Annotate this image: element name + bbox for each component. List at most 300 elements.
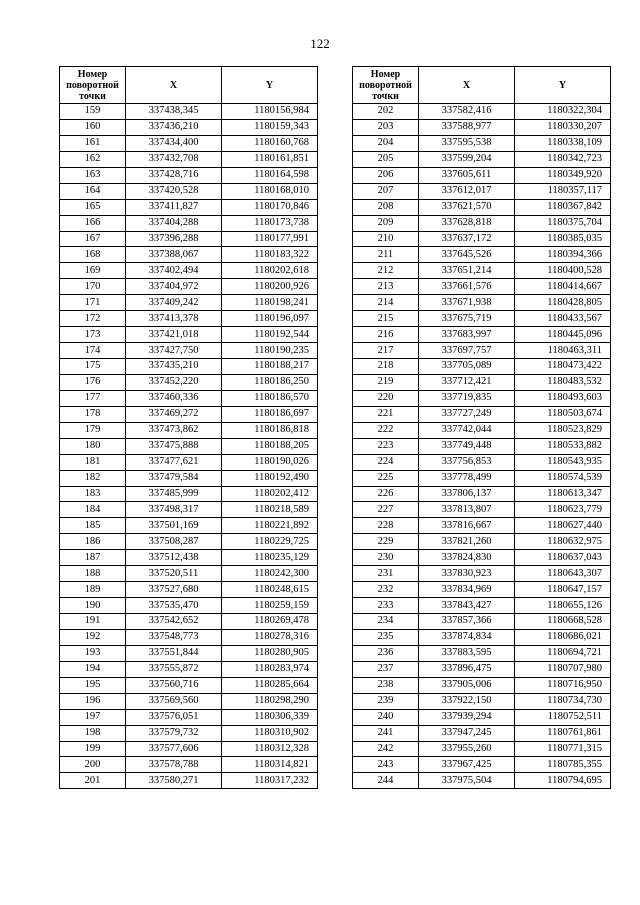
cell-point-number: 196 (60, 693, 126, 709)
cell-x: 337479,584 (126, 470, 222, 486)
table-row (353, 359, 611, 375)
cell-y: 1180198,241 (222, 295, 318, 311)
cell-y: 1180285,664 (222, 677, 318, 693)
cell-point-number: 165 (60, 199, 126, 215)
cell-y: 1180400,528 (515, 263, 611, 279)
cell-x: 337756,853 (419, 454, 515, 470)
cell-y: 1180164,598 (222, 167, 318, 183)
cell-point-number: 163 (60, 167, 126, 183)
cell-point-number: 234 (353, 614, 419, 630)
table-row (353, 661, 611, 677)
cell-point-number: 244 (353, 773, 419, 789)
cell-y: 1180190,026 (222, 454, 318, 470)
cell-x: 337749,448 (419, 438, 515, 454)
cell-y: 1180192,544 (222, 327, 318, 343)
cell-point-number: 169 (60, 263, 126, 279)
cell-y: 1180668,528 (515, 614, 611, 630)
cell-x: 337813,807 (419, 502, 515, 518)
cell-y: 1180188,205 (222, 438, 318, 454)
cell-point-number: 185 (60, 518, 126, 534)
cell-y: 1180375,704 (515, 215, 611, 231)
table-row (60, 645, 318, 661)
cell-y: 1180161,851 (222, 151, 318, 167)
cell-point-number: 218 (353, 359, 419, 375)
table-row (60, 295, 318, 311)
cell-x: 337621,570 (419, 199, 515, 215)
header-y: Y (222, 67, 318, 104)
cell-point-number: 174 (60, 343, 126, 359)
cell-x: 337577,606 (126, 741, 222, 757)
cell-point-number: 183 (60, 486, 126, 502)
cell-point-number: 159 (60, 104, 126, 120)
cell-y: 1180637,043 (515, 550, 611, 566)
table-row (353, 247, 611, 263)
table-row (60, 247, 318, 263)
table-row (353, 343, 611, 359)
table-row (60, 725, 318, 741)
cell-point-number: 208 (353, 199, 419, 215)
cell-x: 337520,511 (126, 566, 222, 582)
cell-point-number: 176 (60, 374, 126, 390)
cell-x: 337498,317 (126, 502, 222, 518)
cell-x: 337432,708 (126, 151, 222, 167)
table-row (353, 693, 611, 709)
cell-point-number: 179 (60, 422, 126, 438)
cell-point-number: 187 (60, 550, 126, 566)
table-row (353, 534, 611, 550)
cell-y: 1180229,725 (222, 534, 318, 550)
cell-point-number: 161 (60, 135, 126, 151)
cell-y: 1180357,117 (515, 183, 611, 199)
cell-y: 1180433,567 (515, 311, 611, 327)
cell-x: 337388,067 (126, 247, 222, 263)
cell-x: 337939,294 (419, 709, 515, 725)
table-row (60, 614, 318, 630)
cell-point-number: 212 (353, 263, 419, 279)
cell-x: 337508,287 (126, 534, 222, 550)
cell-y: 1180771,315 (515, 741, 611, 757)
cell-y: 1180445,096 (515, 327, 611, 343)
cell-x: 337485,999 (126, 486, 222, 502)
table-row (60, 327, 318, 343)
cell-x: 337404,288 (126, 215, 222, 231)
cell-x: 337830,923 (419, 566, 515, 582)
cell-point-number: 219 (353, 374, 419, 390)
cell-y: 1180686,021 (515, 629, 611, 645)
cell-y: 1180394,366 (515, 247, 611, 263)
cell-point-number: 166 (60, 215, 126, 231)
table-row (353, 295, 611, 311)
cell-x: 337409,242 (126, 295, 222, 311)
cell-point-number: 197 (60, 709, 126, 725)
cell-y: 1180314,821 (222, 757, 318, 773)
table-row (60, 390, 318, 406)
table-row (353, 263, 611, 279)
cell-y: 1180752,511 (515, 709, 611, 725)
cell-point-number: 217 (353, 343, 419, 359)
cell-point-number: 188 (60, 566, 126, 582)
cell-x: 337404,972 (126, 279, 222, 295)
cell-point-number: 242 (353, 741, 419, 757)
cell-point-number: 164 (60, 183, 126, 199)
cell-y: 1180160,768 (222, 135, 318, 151)
cell-point-number: 207 (353, 183, 419, 199)
cell-point-number: 198 (60, 725, 126, 741)
cell-point-number: 182 (60, 470, 126, 486)
cell-x: 337555,872 (126, 661, 222, 677)
cell-point-number: 194 (60, 661, 126, 677)
cell-x: 337671,938 (419, 295, 515, 311)
table-row (60, 311, 318, 327)
cell-x: 337719,835 (419, 390, 515, 406)
cell-x: 337579,732 (126, 725, 222, 741)
cell-point-number: 241 (353, 725, 419, 741)
header-y: Y (515, 67, 611, 104)
table-row (353, 422, 611, 438)
cell-y: 1180156,984 (222, 104, 318, 120)
cell-y: 1180643,307 (515, 566, 611, 582)
cell-x: 337727,249 (419, 406, 515, 422)
cell-x: 337527,680 (126, 582, 222, 598)
table-row (60, 167, 318, 183)
cell-x: 337834,969 (419, 582, 515, 598)
table-row (60, 215, 318, 231)
cell-y: 1180186,250 (222, 374, 318, 390)
cell-x: 337874,834 (419, 629, 515, 645)
table-row (60, 550, 318, 566)
cell-y: 1180707,980 (515, 661, 611, 677)
table-row (60, 566, 318, 582)
table-row (353, 582, 611, 598)
cell-x: 337778,499 (419, 470, 515, 486)
cell-x: 337460,336 (126, 390, 222, 406)
cell-x: 337697,757 (419, 343, 515, 359)
cell-y: 1180168,010 (222, 183, 318, 199)
cell-x: 337582,416 (419, 104, 515, 120)
cell-y: 1180188,217 (222, 359, 318, 375)
table-row (353, 629, 611, 645)
cell-y: 1180342,723 (515, 151, 611, 167)
table-header-row (60, 67, 318, 104)
cell-y: 1180428,805 (515, 295, 611, 311)
cell-point-number: 237 (353, 661, 419, 677)
cell-y: 1180298,290 (222, 693, 318, 709)
cell-y: 1180367,842 (515, 199, 611, 215)
cell-point-number: 210 (353, 231, 419, 247)
table-row (353, 757, 611, 773)
cell-point-number: 167 (60, 231, 126, 247)
table-row (60, 677, 318, 693)
table-row (353, 231, 611, 247)
cell-point-number: 209 (353, 215, 419, 231)
table-row (353, 151, 611, 167)
cell-x: 337816,667 (419, 518, 515, 534)
table-row (60, 757, 318, 773)
cell-point-number: 193 (60, 645, 126, 661)
table-row (60, 422, 318, 438)
cell-point-number: 215 (353, 311, 419, 327)
cell-y: 1180503,674 (515, 406, 611, 422)
cell-x: 337421,018 (126, 327, 222, 343)
cell-y: 1180493,603 (515, 390, 611, 406)
cell-y: 1180312,328 (222, 741, 318, 757)
cell-y: 1180186,818 (222, 422, 318, 438)
table-row (60, 199, 318, 215)
cell-x: 337402,494 (126, 263, 222, 279)
table-row (60, 343, 318, 359)
cell-y: 1180761,861 (515, 725, 611, 741)
cell-x: 337427,750 (126, 343, 222, 359)
cell-y: 1180349,920 (515, 167, 611, 183)
cell-x: 337569,560 (126, 693, 222, 709)
cell-y: 1180647,157 (515, 582, 611, 598)
cell-point-number: 170 (60, 279, 126, 295)
cell-x: 337576,051 (126, 709, 222, 725)
cell-y: 1180414,667 (515, 279, 611, 295)
cell-point-number: 192 (60, 629, 126, 645)
cell-point-number: 239 (353, 693, 419, 709)
cell-y: 1180463,311 (515, 343, 611, 359)
cell-x: 337612,017 (419, 183, 515, 199)
header-x: X (126, 67, 222, 104)
table-row (353, 438, 611, 454)
cell-y: 1180734,730 (515, 693, 611, 709)
cell-x: 337542,652 (126, 614, 222, 630)
page-number: 122 (310, 36, 330, 51)
cell-x: 337436,210 (126, 119, 222, 135)
cell-point-number: 231 (353, 566, 419, 582)
table-row (353, 199, 611, 215)
cell-y: 1180202,618 (222, 263, 318, 279)
cell-point-number: 220 (353, 390, 419, 406)
cell-x: 337947,245 (419, 725, 515, 741)
table-row (353, 773, 611, 789)
cell-x: 337705,089 (419, 359, 515, 375)
table-row (353, 566, 611, 582)
cell-y: 1180613,347 (515, 486, 611, 502)
cell-x: 337477,621 (126, 454, 222, 470)
cell-x: 337473,862 (126, 422, 222, 438)
cell-y: 1180574,539 (515, 470, 611, 486)
cell-point-number: 171 (60, 295, 126, 311)
table-row (353, 486, 611, 502)
cell-x: 337628,818 (419, 215, 515, 231)
cell-x: 337588,977 (419, 119, 515, 135)
table-row (60, 598, 318, 614)
cell-y: 1180533,882 (515, 438, 611, 454)
table-row (353, 311, 611, 327)
table-row (60, 359, 318, 375)
cell-x: 337595,538 (419, 135, 515, 151)
cell-y: 1180248,615 (222, 582, 318, 598)
cell-y: 1180221,892 (222, 518, 318, 534)
cell-point-number: 172 (60, 311, 126, 327)
cell-x: 337535,470 (126, 598, 222, 614)
cell-y: 1180283,974 (222, 661, 318, 677)
table-row (353, 183, 611, 199)
cell-point-number: 205 (353, 151, 419, 167)
table-row (60, 629, 318, 645)
cell-point-number: 222 (353, 422, 419, 438)
cell-point-number: 181 (60, 454, 126, 470)
cell-point-number: 189 (60, 582, 126, 598)
table-row (353, 279, 611, 295)
table-row (353, 454, 611, 470)
cell-y: 1180473,422 (515, 359, 611, 375)
cell-y: 1180242,300 (222, 566, 318, 582)
cell-point-number: 206 (353, 167, 419, 183)
cell-x: 337512,438 (126, 550, 222, 566)
cell-y: 1180794,695 (515, 773, 611, 789)
table-row (60, 151, 318, 167)
cell-y: 1180183,322 (222, 247, 318, 263)
cell-point-number: 202 (353, 104, 419, 120)
cell-point-number: 160 (60, 119, 126, 135)
table-row (60, 438, 318, 454)
table-row (60, 183, 318, 199)
cell-x: 337413,378 (126, 311, 222, 327)
header-x: X (419, 67, 515, 104)
cell-point-number: 200 (60, 757, 126, 773)
cell-x: 337452,220 (126, 374, 222, 390)
cell-point-number: 229 (353, 534, 419, 550)
cell-y: 1180716,950 (515, 677, 611, 693)
cell-point-number: 201 (60, 773, 126, 789)
cell-y: 1180623,779 (515, 502, 611, 518)
header-point-number: Номер поворотной точки (353, 67, 419, 104)
table-row (353, 614, 611, 630)
cell-x: 337967,425 (419, 757, 515, 773)
table-row (60, 470, 318, 486)
cell-point-number: 238 (353, 677, 419, 693)
table-row (60, 773, 318, 789)
cell-x: 337411,827 (126, 199, 222, 215)
cell-y: 1180202,412 (222, 486, 318, 502)
cell-y: 1180627,440 (515, 518, 611, 534)
cell-x: 337428,716 (126, 167, 222, 183)
cell-x: 337661,576 (419, 279, 515, 295)
cell-point-number: 235 (353, 629, 419, 645)
cell-y: 1180159,343 (222, 119, 318, 135)
table-row (60, 406, 318, 422)
cell-y: 1180632,975 (515, 534, 611, 550)
cell-y: 1180310,902 (222, 725, 318, 741)
cell-x: 337824,830 (419, 550, 515, 566)
cell-x: 337883,595 (419, 645, 515, 661)
cell-point-number: 177 (60, 390, 126, 406)
cell-point-number: 190 (60, 598, 126, 614)
cell-point-number: 184 (60, 502, 126, 518)
table-row (60, 231, 318, 247)
cell-y: 1180177,991 (222, 231, 318, 247)
cell-x: 337605,611 (419, 167, 515, 183)
table-row (353, 598, 611, 614)
cell-y: 1180523,829 (515, 422, 611, 438)
cell-x: 337475,888 (126, 438, 222, 454)
table-row (353, 741, 611, 757)
cell-point-number: 203 (353, 119, 419, 135)
cell-point-number: 213 (353, 279, 419, 295)
table-row (353, 215, 611, 231)
table-row (60, 104, 318, 120)
table-row (60, 135, 318, 151)
cell-x: 337599,204 (419, 151, 515, 167)
cell-point-number: 232 (353, 582, 419, 598)
coordinates-table-right (352, 66, 611, 789)
cell-point-number: 162 (60, 151, 126, 167)
table-row (353, 167, 611, 183)
cell-y: 1180170,846 (222, 199, 318, 215)
cell-y: 1180306,339 (222, 709, 318, 725)
table-row (60, 709, 318, 725)
cell-x: 337742,044 (419, 422, 515, 438)
cell-point-number: 223 (353, 438, 419, 454)
table-row (60, 119, 318, 135)
cell-y: 1180694,721 (515, 645, 611, 661)
cell-point-number: 233 (353, 598, 419, 614)
cell-x: 337438,345 (126, 104, 222, 120)
cell-point-number: 221 (353, 406, 419, 422)
cell-point-number: 214 (353, 295, 419, 311)
cell-y: 1180785,355 (515, 757, 611, 773)
cell-x: 337651,214 (419, 263, 515, 279)
cell-x: 337806,137 (419, 486, 515, 502)
table-row (353, 390, 611, 406)
cell-x: 337501,169 (126, 518, 222, 534)
cell-y: 1180259,159 (222, 598, 318, 614)
table-row (353, 135, 611, 151)
cell-point-number: 168 (60, 247, 126, 263)
coordinates-table-left (59, 66, 318, 789)
table-row (60, 279, 318, 295)
table-row (353, 470, 611, 486)
cell-x: 337955,260 (419, 741, 515, 757)
cell-point-number: 227 (353, 502, 419, 518)
table-row (353, 104, 611, 120)
table-row (60, 502, 318, 518)
cell-y: 1180385,035 (515, 231, 611, 247)
cell-y: 1180483,532 (515, 374, 611, 390)
cell-point-number: 180 (60, 438, 126, 454)
cell-y: 1180235,129 (222, 550, 318, 566)
cell-point-number: 211 (353, 247, 419, 263)
cell-point-number: 226 (353, 486, 419, 502)
cell-x: 337637,172 (419, 231, 515, 247)
cell-y: 1180280,905 (222, 645, 318, 661)
table-row (353, 406, 611, 422)
cell-x: 337821,260 (419, 534, 515, 550)
table-row (60, 693, 318, 709)
table-row (353, 709, 611, 725)
cell-point-number: 216 (353, 327, 419, 343)
table-header-row (353, 67, 611, 104)
cell-point-number: 228 (353, 518, 419, 534)
cell-point-number: 236 (353, 645, 419, 661)
cell-x: 337857,366 (419, 614, 515, 630)
cell-x: 337905,006 (419, 677, 515, 693)
cell-x: 337922,150 (419, 693, 515, 709)
table-row (353, 119, 611, 135)
cell-point-number: 243 (353, 757, 419, 773)
cell-y: 1180200,926 (222, 279, 318, 295)
table-row (353, 645, 611, 661)
cell-y: 1180322,304 (515, 104, 611, 120)
cell-point-number: 173 (60, 327, 126, 343)
table-row (60, 263, 318, 279)
cell-point-number: 224 (353, 454, 419, 470)
table-row (353, 550, 611, 566)
header-point-number: Номер поворотной точки (60, 67, 126, 104)
